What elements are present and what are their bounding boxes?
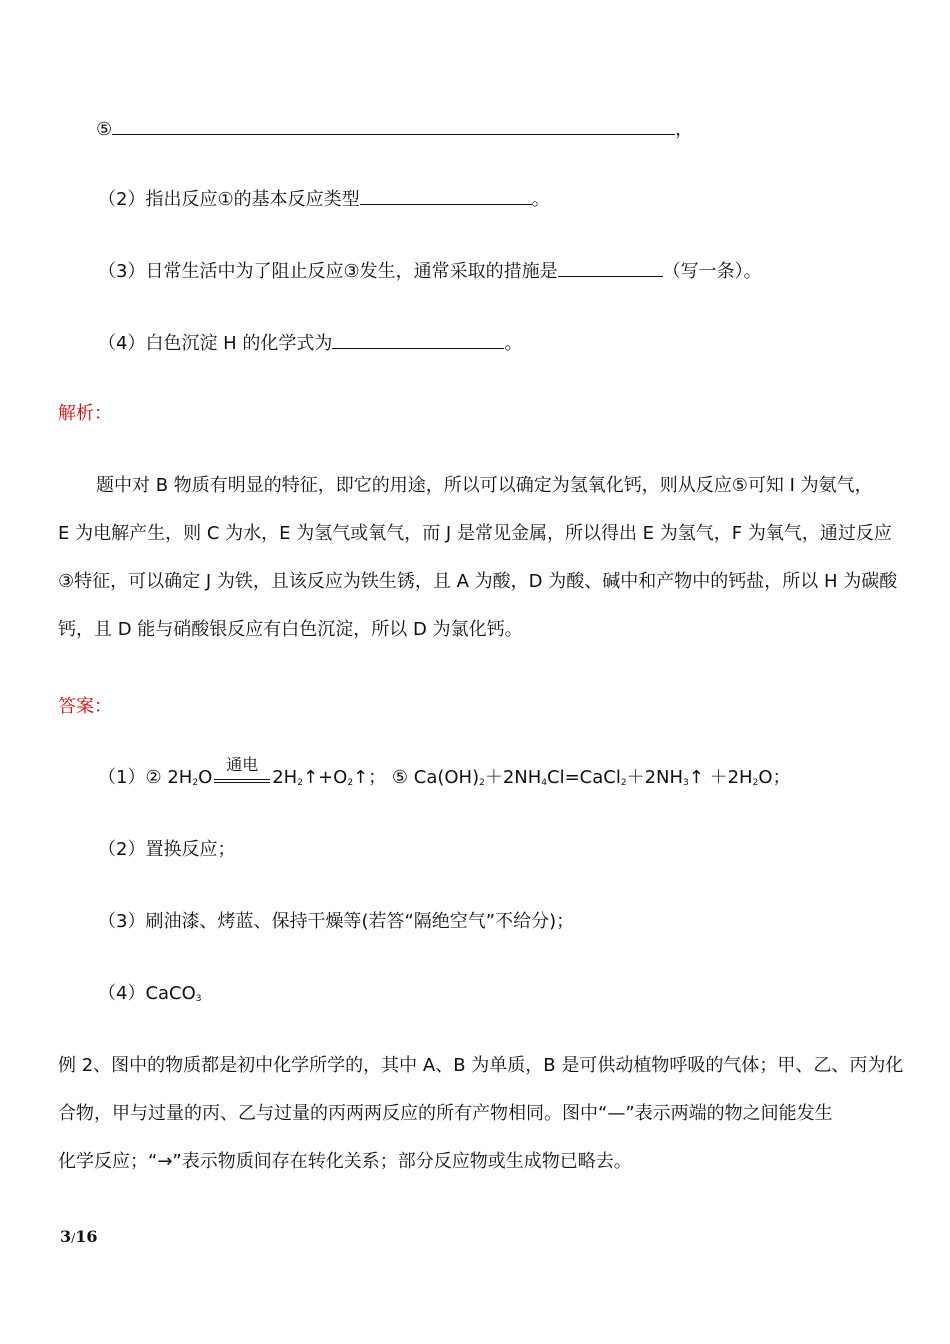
- analysis-line: 钙，且 D 能与硝酸银反应有白色沉淀，所以 D 为氯化钙。: [58, 619, 523, 640]
- circled-5-marker: ⑤: [391, 767, 409, 788]
- circled-2-marker: ②: [145, 767, 162, 788]
- question-2: （2）指出反应①的基本反应类型 。: [98, 186, 550, 212]
- reaction-condition: 通电: [214, 773, 270, 783]
- answer-blank: [360, 186, 532, 205]
- analysis-line: E 为电解产生，则 C 为水，E 为氢气或氧气，而 J 是常见金属，所以得出 E 为氢气，F 为氧气，通过反应: [58, 523, 892, 544]
- equation-5: $Ca(OH)_2+2NH_4Cl=CaCl_2+2NH_3↑ +2H_2O$；: [413, 767, 791, 788]
- example-line: 化学反应；“→”表示物质间存在转化关系；部分反应物或生成物已略去。: [58, 1151, 632, 1172]
- question-3: （3）日常生活中为了阻止反应③发生，通常采取的措施是 （写一条）。: [98, 258, 762, 284]
- answer-2: （2）置换反应；: [98, 839, 236, 860]
- answer-4: （4）CaCO$_3$: [98, 983, 202, 1004]
- example-line: 例 2、图中的物质都是初中化学所学的，其中 A、B 为单质，B 是可供动植物呼吸的气体；甲、乙、丙为化: [58, 1055, 904, 1076]
- answer-blank: [332, 330, 504, 349]
- equals-sign: [214, 779, 270, 783]
- question-5-line: ⑤ ，: [96, 116, 693, 142]
- answer-1-equations: （1）② $2H_2O$ 通电 $2H_2↑+O_2↑$； ⑤ $Ca(OH)_2+2NH_4Cl=CaCl_2+2NH_3↑ +2H_2O$；: [98, 755, 791, 788]
- analysis-heading: 解析：: [58, 403, 112, 424]
- circled-5-marker: ⑤: [96, 119, 113, 140]
- answer-3: （3）刷油漆、烤蓝、保持干燥等(若答“隔绝空气”不给分)；: [98, 911, 575, 932]
- example-line: 合物，甲与过量的丙、乙与过量的丙两两反应的所有产物相同。图中“—”表示两端的物之间能发生: [58, 1103, 833, 1124]
- example-2-paragraph: [58, 1050, 904, 1178]
- answer-blank: [112, 116, 675, 135]
- equation-2: $2H_2O$ 通电 $2H_2↑+O_2↑$；: [167, 755, 387, 788]
- answer-heading: 答案：: [58, 696, 112, 717]
- page-number: 3/16: [60, 1227, 98, 1246]
- analysis-line: ③特征，可以确定 J 为铁，且该反应为铁生锈，且 A 为酸，D 为酸、碱中和产物中的钙盐，所以 H 为碳酸: [58, 571, 898, 592]
- analysis-paragraph: [58, 470, 898, 646]
- question-4: （4）白色沉淀 H 的化学式为 。: [98, 330, 522, 356]
- answer-blank: [558, 258, 663, 277]
- analysis-line: 题中对 B 物质有明显的特征，即它的用途，所以可以确定为氢氧化钙，则从反应⑤可知 I 为氨气，: [96, 475, 873, 496]
